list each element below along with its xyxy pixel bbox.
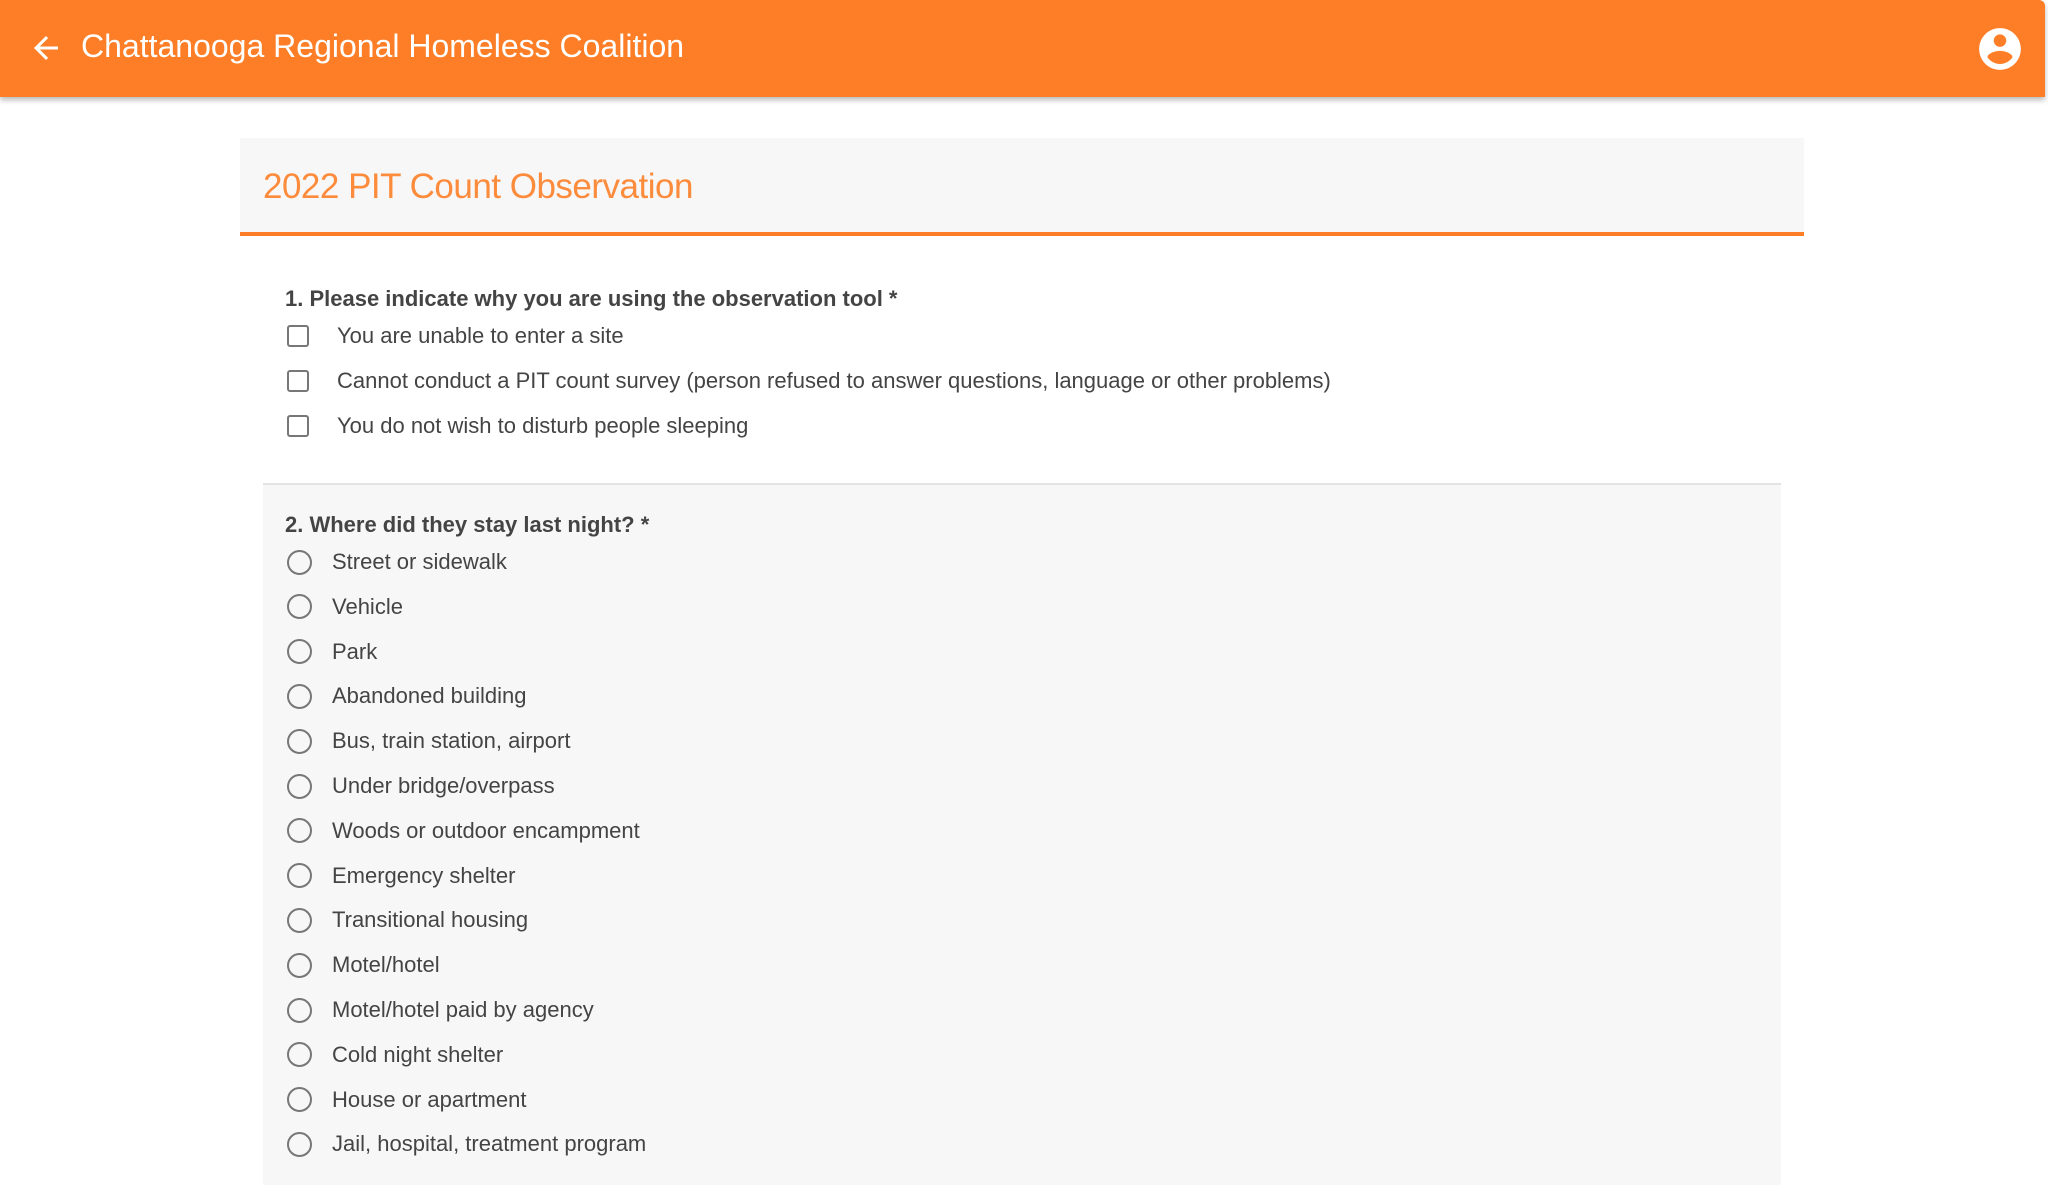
radio-option[interactable]	[287, 549, 507, 575]
checkbox-option[interactable]	[287, 368, 1331, 394]
radio-option[interactable]	[287, 639, 377, 665]
option-label: Woods or outdoor encampment	[332, 817, 640, 843]
radio-option[interactable]	[287, 863, 515, 889]
radio-option[interactable]	[287, 1131, 646, 1157]
radio-option[interactable]	[287, 683, 527, 709]
radio-option[interactable]	[287, 907, 528, 933]
radio-button[interactable]	[287, 639, 312, 664]
radio-option[interactable]	[287, 1087, 526, 1113]
radio-button[interactable]	[287, 863, 312, 888]
option-label: Abandoned building	[332, 683, 527, 709]
radio-option[interactable]	[287, 728, 570, 754]
app-header	[0, 0, 2045, 97]
option-label: Cannot conduct a PIT count survey (person refused to answer questions, language or other problems)	[337, 367, 1331, 393]
radio-button[interactable]	[287, 684, 312, 709]
option-label: You do not wish to disturb people sleeping	[337, 412, 749, 438]
radio-option[interactable]	[287, 594, 403, 620]
question-2-label: 2. Where did they stay last night? *	[285, 512, 650, 537]
radio-button[interactable]	[287, 908, 312, 933]
radio-button[interactable]	[287, 729, 312, 754]
radio-button[interactable]	[287, 1132, 312, 1157]
checkbox-option[interactable]	[287, 323, 624, 349]
checkbox-option[interactable]	[287, 413, 748, 439]
radio-button[interactable]	[287, 550, 312, 575]
app-title: Chattanooga Regional Homeless Coalition	[81, 28, 685, 64]
arrow-left-icon[interactable]	[28, 30, 64, 66]
radio-option[interactable]	[287, 818, 640, 844]
option-label: Motel/hotel paid by agency	[332, 997, 594, 1022]
account-circle-icon[interactable]	[1975, 24, 2025, 74]
option-label: Under bridge/overpass	[332, 773, 555, 798]
radio-button[interactable]	[287, 953, 312, 978]
form-title: 2022 PIT Count Observation	[263, 167, 693, 206]
option-label: Emergency shelter	[332, 862, 516, 888]
option-label: Transitional housing	[332, 907, 529, 933]
radio-option[interactable]	[287, 1042, 503, 1068]
radio-button[interactable]	[287, 818, 312, 843]
option-label: Jail, hospital, treatment program	[332, 1131, 647, 1157]
radio-button[interactable]	[287, 774, 312, 799]
option-label: Street or sidewalk	[332, 549, 507, 574]
option-label: Cold night shelter	[332, 1041, 504, 1067]
radio-button[interactable]	[287, 1042, 312, 1067]
checkbox[interactable]	[287, 325, 309, 347]
radio-button[interactable]	[287, 998, 312, 1023]
checkbox[interactable]	[287, 370, 309, 392]
radio-option[interactable]	[287, 773, 555, 799]
radio-button[interactable]	[287, 1087, 312, 1112]
option-label: Park	[332, 638, 378, 664]
option-label: Vehicle	[332, 593, 403, 619]
option-label: Bus, train station, airport	[332, 728, 571, 754]
option-label: Motel/hotel	[332, 952, 440, 978]
radio-option[interactable]	[287, 952, 440, 978]
option-label: You are unable to enter a site	[337, 323, 624, 348]
form-header	[240, 138, 1804, 236]
radio-option[interactable]	[287, 997, 594, 1023]
question-1-label: 1. Please indicate why you are using the observation tool *	[285, 286, 898, 311]
radio-button[interactable]	[287, 594, 312, 619]
option-label: House or apartment	[332, 1086, 527, 1112]
checkbox[interactable]	[287, 415, 309, 437]
